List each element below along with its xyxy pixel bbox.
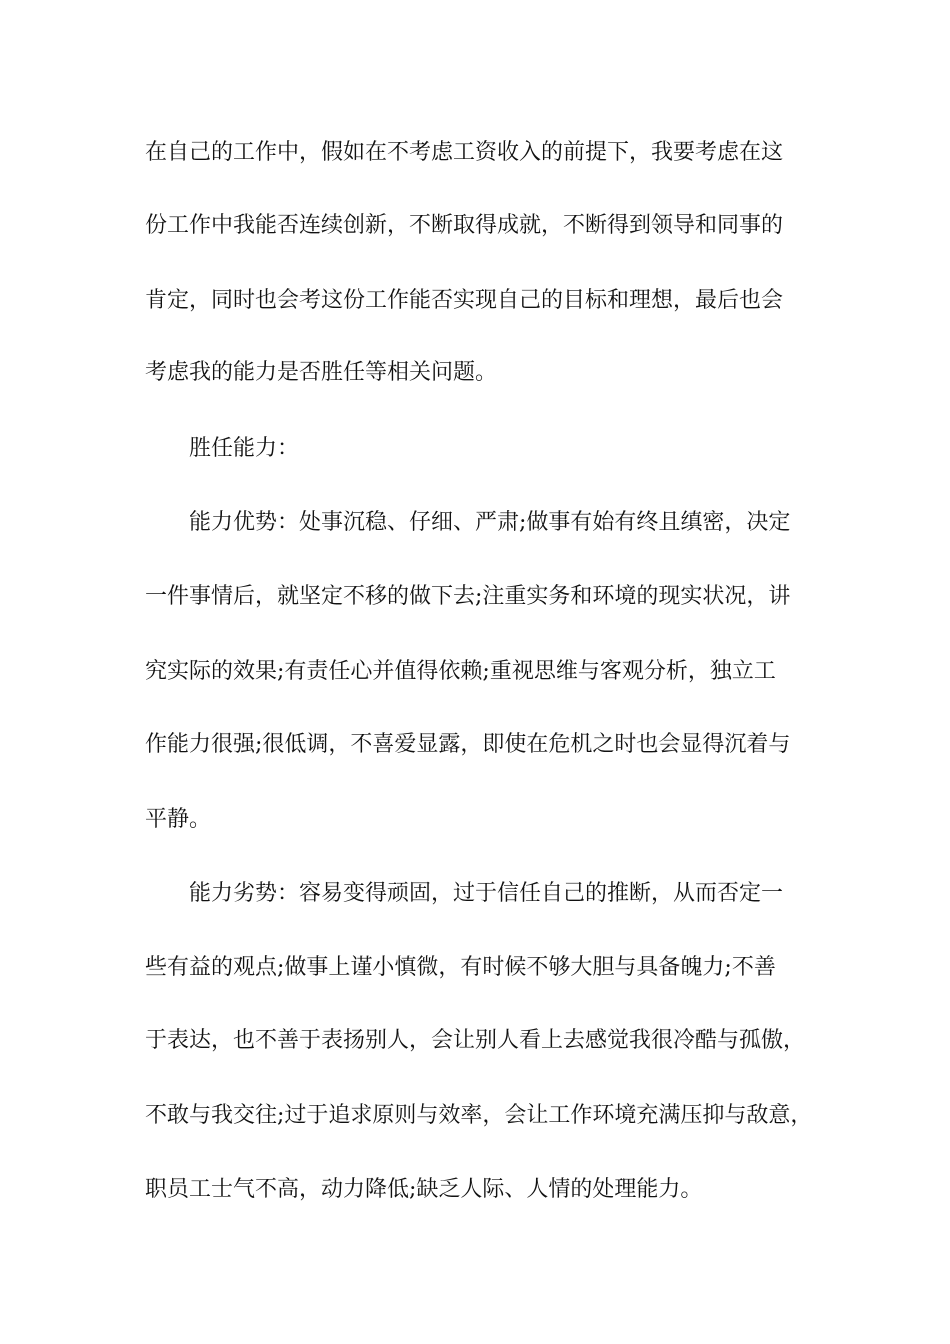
paragraph-line: 份工作中我能否连续创新，不断取得成就，不断得到领导和同事的 [145, 213, 784, 238]
paragraph-line: 些有益的观点;做事上谨小慎微，有时候不够大胆与具备魄力;不善 [145, 955, 776, 980]
paragraph-line: 究实际的效果;有责任心并值得依赖;重视思维与客观分析，独立工 [145, 659, 776, 684]
section-heading: 胜任能力： [189, 436, 300, 461]
paragraph-line: 能力劣势：容易变得顽固，过于信任自己的推断，从而否定一 [189, 881, 784, 906]
paragraph-line: 肯定，同时也会考这份工作能否实现自己的目标和理想，最后也会 [145, 288, 784, 313]
paragraph-line: 平静。 [145, 807, 212, 832]
paragraph-line: 于表达，也不善于表扬别人，会让别人看上去感觉我很冷酷与孤傲， [145, 1028, 806, 1053]
paragraph-line: 能力优势：处事沉稳、仔细、严肃;做事有始有终且缜密，决定 [189, 510, 791, 535]
paragraph-line: 在自己的工作中，假如在不考虑工资收入的前提下，我要考虑在这 [145, 140, 784, 165]
paragraph-line: 作能力很强;很低调，不喜爱显露，即使在危机之时也会显得沉着与 [145, 732, 791, 757]
paragraph-line: 一件事情后，就坚定不移的做下去;注重实务和环境的现实状况，讲 [145, 584, 791, 609]
paragraph-line: 职员工士气不高，动力降低;缺乏人际、人情的处理能力。 [145, 1177, 703, 1202]
paragraph-line: 考虑我的能力是否胜任等相关问题。 [145, 360, 498, 385]
paragraph-line: 不敢与我交往;过于追求原则与效率，会让工作环境充满压抑与敌意， [145, 1103, 813, 1128]
